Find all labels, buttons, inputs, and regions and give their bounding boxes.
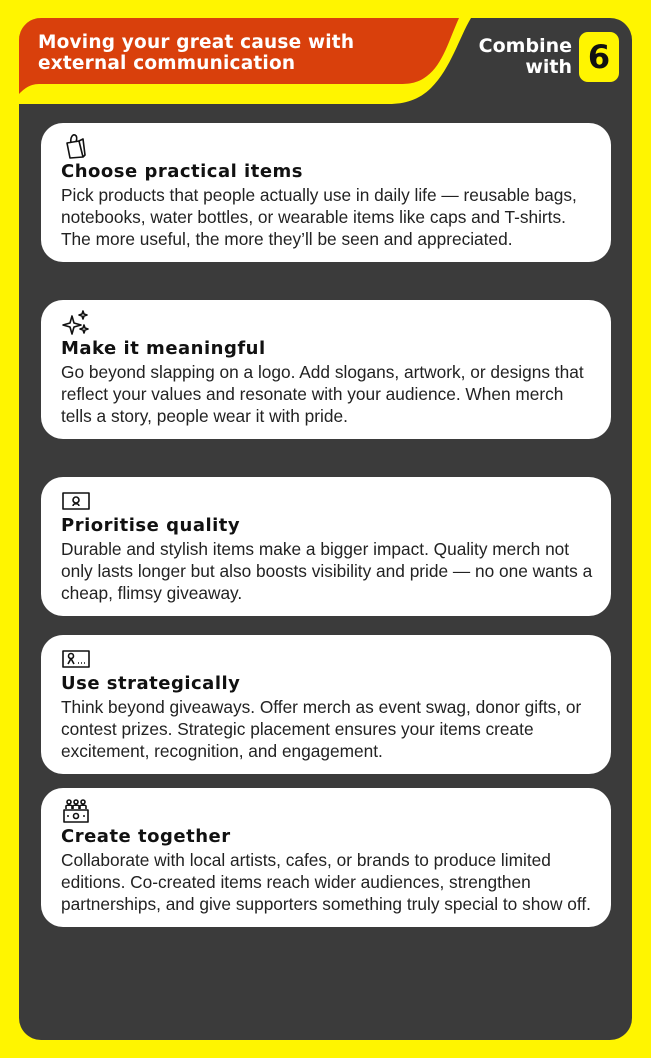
- content-card: [19, 18, 632, 1040]
- people-money-icon: [61, 796, 91, 826]
- item-text: Collaborate with local artists, cafes, or brands to produce limited editions. Co-created items reach wider audiences, strengthen partnerships, and give supporters something truly special to show off.: [61, 850, 591, 914]
- item-title: Create together: [61, 826, 231, 847]
- item-text: Pick products that people actually use in daily life — reusable bags, notebooks, water bottles, or wearable items like caps and T-shirts. The more useful, the more they’ll be seen and appreciated.: [61, 185, 577, 249]
- page-title-line2: external communication: [38, 53, 296, 74]
- certificate-icon: [61, 485, 91, 515]
- combine-label: [452, 36, 572, 78]
- item-text: Think beyond giveaways. Offer merch as event swag, donor gifts, or contest prizes. Strategic placement ensures your items create excitement, recognition, and engagement.: [61, 697, 582, 761]
- page-title-line1: Moving your great cause with: [38, 32, 355, 53]
- item-title: Prioritise quality: [61, 515, 241, 536]
- shopping-bag-icon: [61, 131, 91, 161]
- header: [19, 18, 632, 104]
- list-item-together: [41, 788, 611, 927]
- item-text: Go beyond slapping on a logo. Add slogans, artwork, or designs that reflect your values and resonate with your audience. When merch tells a story, people wear it with pride.: [61, 362, 584, 426]
- number-badge: 6: [579, 32, 619, 82]
- combine-line2: with: [525, 56, 572, 78]
- gift-card-icon: [61, 643, 91, 673]
- list-item-strategic: [41, 635, 611, 774]
- list-item-practical: [41, 123, 611, 262]
- item-text: Durable and stylish items make a bigger impact. Quality merch not only lasts longer but also boosts visibility and pride — no one wants a cheap, flimsy giveaway.: [61, 539, 593, 603]
- combine-line1: Combine: [478, 35, 572, 57]
- item-title: Choose practical items: [61, 161, 304, 182]
- page-title: [38, 32, 438, 74]
- item-title: Make it meaningful: [61, 338, 266, 359]
- list-item-meaningful: [41, 300, 611, 439]
- sparkles-icon: [61, 308, 91, 338]
- list-item-quality: [41, 477, 611, 616]
- item-title: Use strategically: [61, 673, 241, 694]
